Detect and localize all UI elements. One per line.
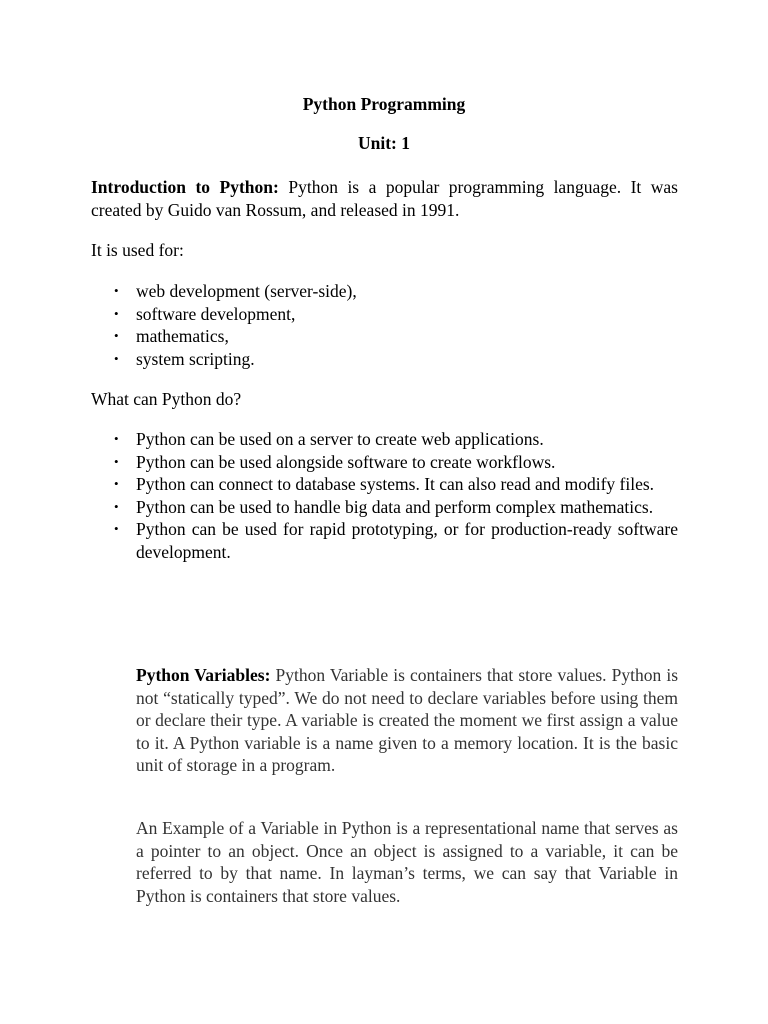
- page-title: Python Programming: [302, 94, 466, 114]
- list-item: [91, 348, 678, 371]
- bullet-icon: •: [114, 431, 119, 446]
- variables-text: Python Variable is containers that store values. Python is not “statically typed”. We do not need to declare variables before using them or declare their type. A variable is created the moment we first assign a value to it. A Python variable is a name given to a memory location. It is the basic unit of storage in a program.: [136, 665, 678, 775]
- unit-heading: Unit: 1: [357, 133, 410, 153]
- list-item-text: Python can connect to database systems. It can also read and modify files.: [136, 474, 655, 494]
- list-item-text: system scripting.: [136, 348, 255, 369]
- list-item: [91, 496, 678, 519]
- list-item-text: Python can be used alongside software to create workflows.: [136, 451, 556, 472]
- bullet-icon: •: [114, 350, 119, 366]
- bullet-icon: •: [114, 453, 119, 469]
- variables-heading: Python Variables:: [136, 665, 271, 685]
- bullet-icon: •: [114, 476, 119, 491]
- intro-text: Python is a popular programming language. It was created by Guido van Rossum, and released in 1991.: [91, 177, 678, 220]
- bullet-icon: •: [114, 498, 119, 514]
- list-item: [91, 303, 678, 326]
- intro-paragraph: [91, 176, 678, 221]
- bullet-icon: •: [114, 305, 119, 321]
- can-do-label: What can Python do?: [91, 389, 242, 409]
- list-item-text: software development,: [136, 303, 296, 324]
- used-for-label: It is used for:: [91, 240, 184, 260]
- example-paragraph: An Example of a Variable in Python is a representational name that serves as a pointer to an object. Once an object is assigned to a variable, it can be referred to by that name. In layman’s terms, we can say that Variable in Python is containers that store values.: [136, 818, 678, 906]
- list-item: [91, 451, 678, 474]
- variables-paragraph: [136, 664, 678, 777]
- list-item: [91, 473, 678, 496]
- list-item-text: Python can be used to handle big data and perform complex mathematics.: [136, 496, 654, 517]
- bullet-icon: •: [114, 328, 119, 343]
- list-item: [91, 325, 678, 348]
- can-do-list: [91, 428, 678, 563]
- bullet-icon: •: [114, 521, 119, 536]
- list-item-text: mathematics,: [136, 326, 229, 346]
- list-item: [91, 280, 678, 303]
- list-item-text: Python can be used on a server to create web applications.: [136, 429, 544, 449]
- list-item: [91, 518, 678, 563]
- list-item-text: Python can be used for rapid prototyping, or for production-ready software development.: [136, 519, 678, 562]
- bullet-icon: •: [114, 283, 119, 298]
- intro-heading: Introduction to Python:: [91, 177, 279, 197]
- list-item: [91, 428, 678, 451]
- used-for-list: [91, 280, 678, 370]
- list-item-text: web development (server-side),: [136, 281, 357, 301]
